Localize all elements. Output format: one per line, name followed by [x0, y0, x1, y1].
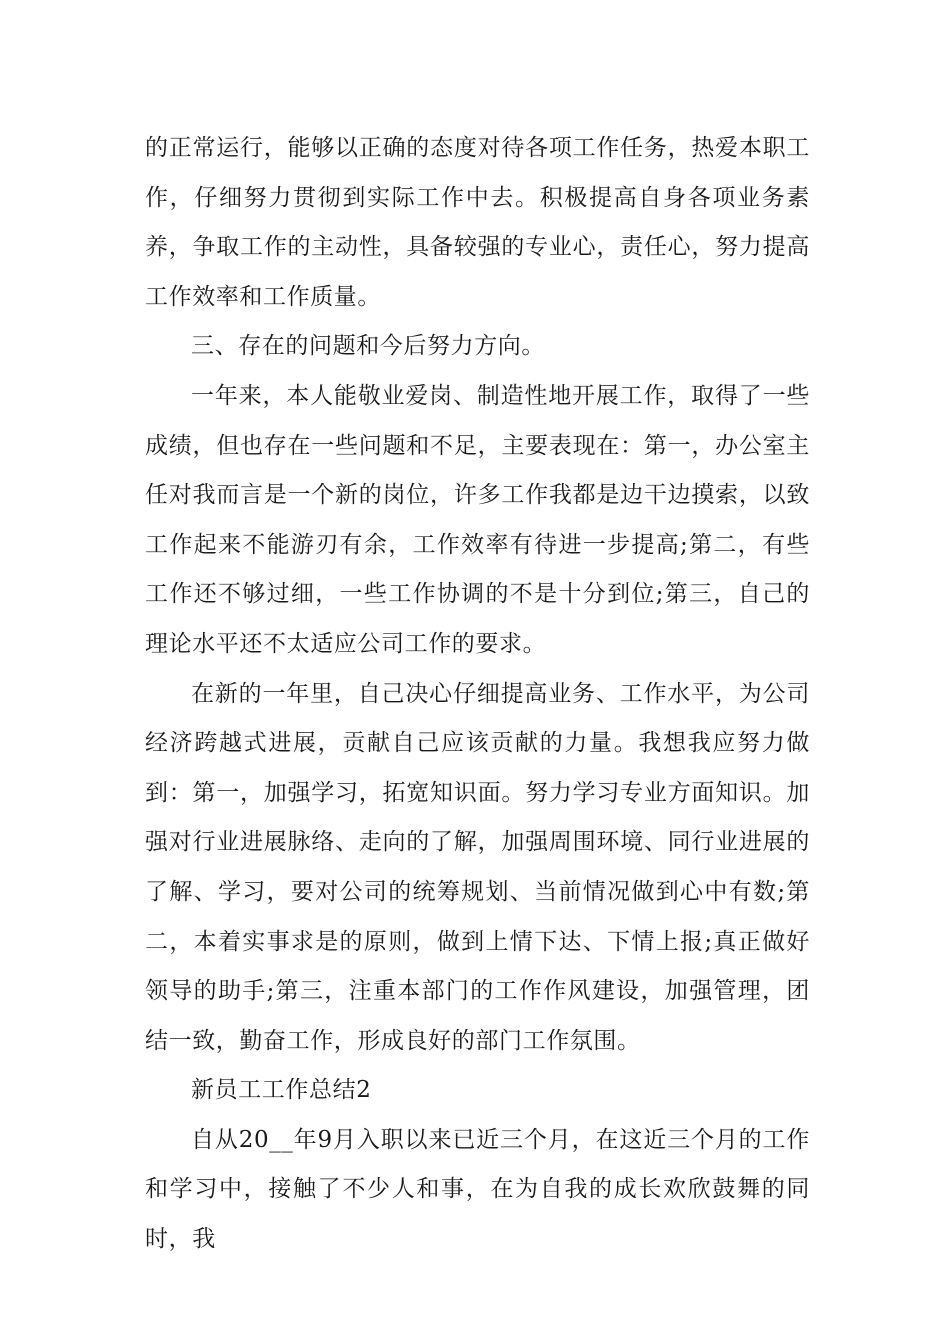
- document-body: [145, 124, 810, 1265]
- paragraph-continuation: 的正常运行，能够以正确的态度对待各项工作任务，热爱本职工作，仔细努力贯彻到实际工作中去。积极提高自身各项业务素养，争取工作的主动性，具备较强的专业心，责任心，努力提高工作效率和工作质量。: [145, 135, 810, 310]
- section-heading-problems: 三、存在的问题和今后努力方向。: [191, 333, 545, 360]
- section-title-summary-2: 新员工工作总结2: [191, 1077, 372, 1104]
- paragraph-summary-2-intro: 自从20__年9月入职以来已近三个月，在这近三个月的工作和学习中，接触了不少人和事，在为自我的成长欢欣鼓舞的同时，我: [145, 1126, 810, 1253]
- paragraph-problems: 一年来，本人能敬业爱岗、制造性地开展工作，取得了一些成绩，但也存在一些问题和不足，主要表现在：第一，办公室主任对我而言是一个新的岗位，许多工作我都是边干边摸索，以致工作起来不能游刃有余，工作效率有待进一步提高;第二，有些工作还不够过细，一些工作协调的不是十分到位;第三，自己的理论水平还不太适应公司工作的要求。: [145, 382, 810, 657]
- paragraph-plans: 在新的一年里，自己决心仔细提高业务、工作水平，为公司经济跨越式进展，贡献自己应该贡献的力量。我想我应努力做到：第一，加强学习，拓宽知识面。努力学习专业方面知识。加强对行业进展脉络、走向的了解，加强周围环境、同行业进展的了解、学习，要对公司的统筹规划、当前情况做到心中有数;第二，本着实事求是的原则，做到上情下达、下情上报;真正做好领导的助手;第三，注重本部门的工作作风建设，加强管理，团结一致，勤奋工作，形成良好的部门工作氛围。: [145, 680, 810, 1054]
